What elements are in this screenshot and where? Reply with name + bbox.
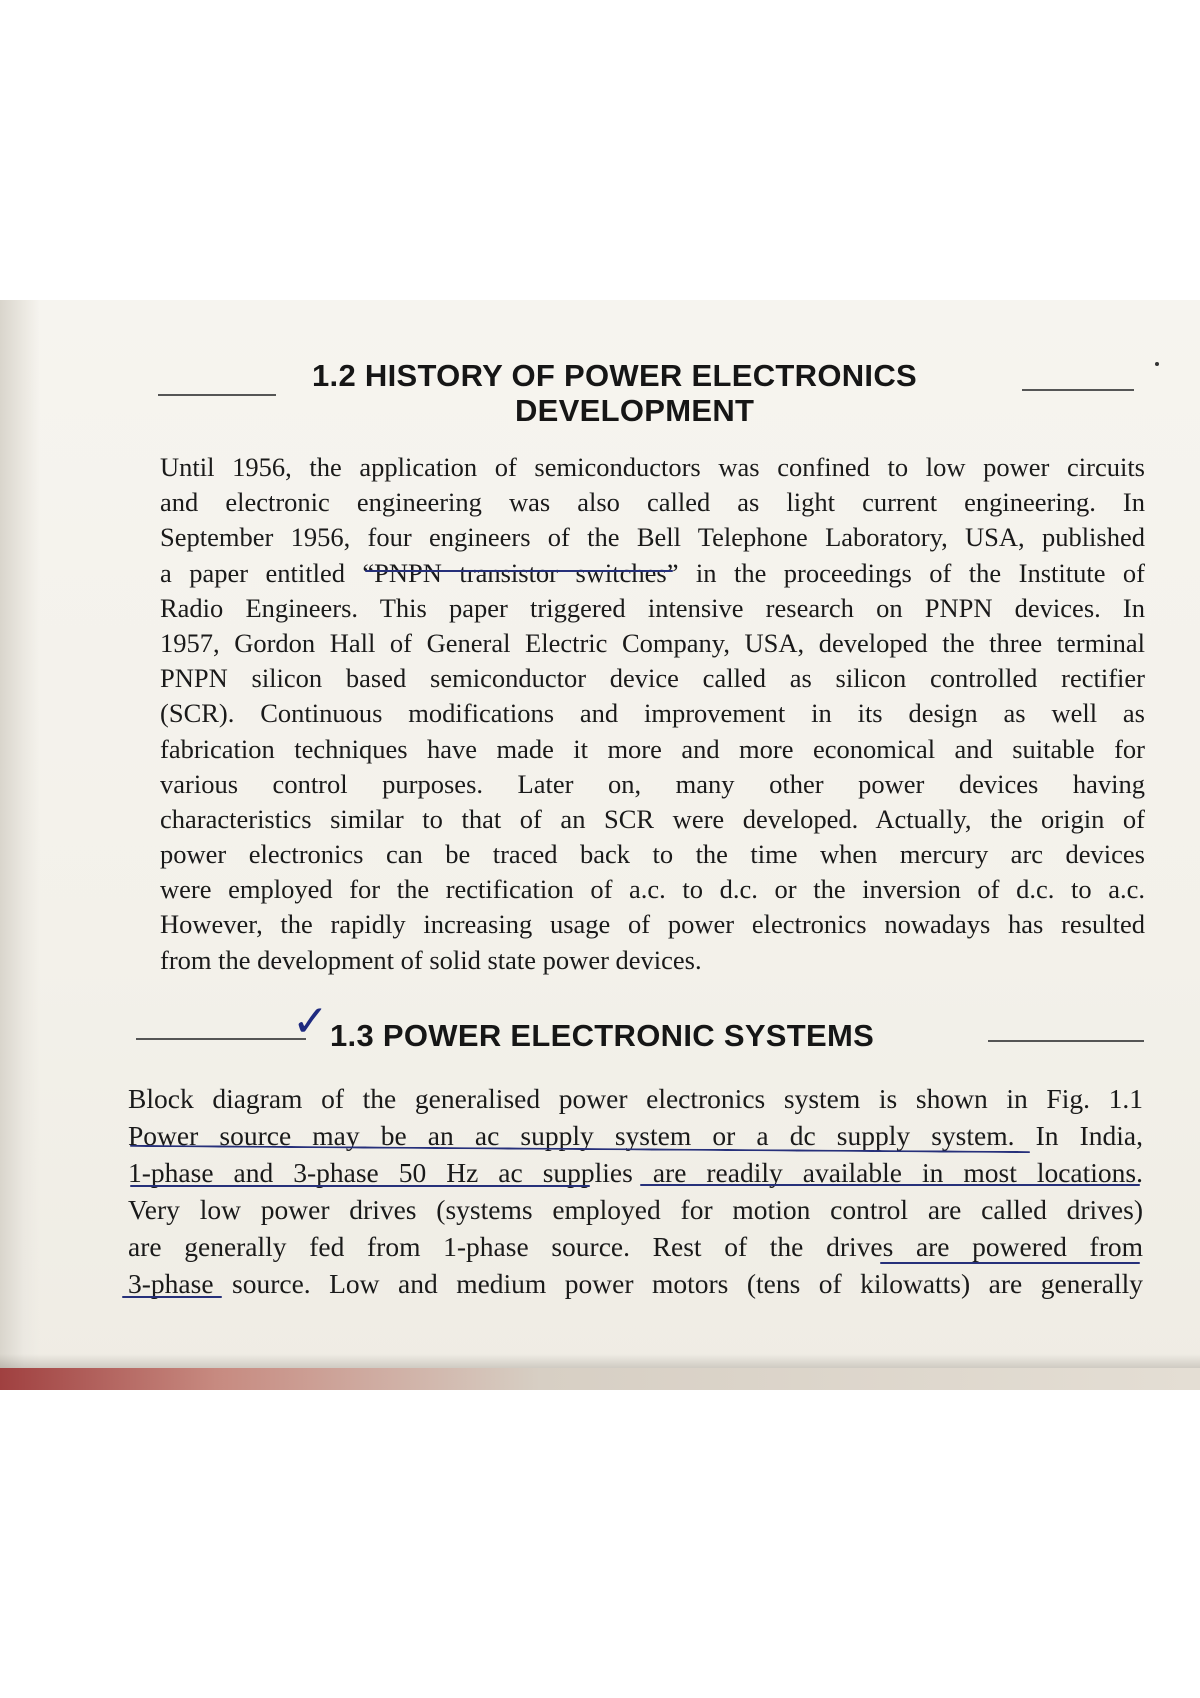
section-1-2-paragraph [160, 450, 1145, 978]
paragraph-line: 1-phase and 3-phase 50 Hz ac supplies are readily available in most locations. [128, 1157, 1143, 1188]
pen-underline [880, 1262, 1140, 1264]
paragraph-line: Very low power drives (systems employed for motion control are called drives) [128, 1194, 1143, 1225]
scanned-page [0, 300, 1200, 1390]
paragraph-line: Power source may be an ac supply system or a dc supply system. In India, [128, 1120, 1143, 1151]
paragraph-line: Until 1956, the application of semiconductors was confined to low power circuits [160, 452, 1145, 482]
paragraph-line: September 1956, four engineers of the Bell Telephone Laboratory, USA, published [160, 522, 1145, 553]
page-fold-shadow [0, 1354, 1200, 1368]
pen-underline [640, 1184, 1140, 1186]
paragraph-line: and electronic engineering was also called as light current engineering. In [160, 487, 1145, 518]
paragraph-line: a paper entitled “PNPN transistor switches” in the proceedings of the Institute of [160, 557, 1145, 588]
table-surface-strip [0, 1368, 1200, 1390]
section-1-3-heading: 1.3 POWER ELECTRONIC SYSTEMS [330, 1018, 875, 1053]
heading-rule-left [136, 1038, 306, 1040]
pen-underline [365, 570, 673, 572]
heading-rule-left [158, 394, 276, 396]
pen-underline [122, 1296, 222, 1298]
paragraph-line: fabrication techniques have made it more and more economical and suitable for [160, 733, 1145, 764]
pen-underline [130, 1185, 590, 1187]
paragraph-line: are generally fed from 1-phase source. Rest of the drives are powered from [128, 1231, 1143, 1262]
handwritten-check-icon: ✓ [292, 996, 329, 1047]
paragraph-line: from the development of solid state power devices. [160, 944, 702, 975]
paragraph-line: power electronics can be traced back to the time when mercury arc devices [160, 839, 1145, 870]
page-mark [1155, 362, 1159, 366]
paragraph-line: 3-phase source. Low and medium power motors (tens of kilowatts) are generally [128, 1268, 1143, 1299]
paragraph-line: were employed for the rectification of a.c. to d.c. or the inversion of d.c. to a.c. [160, 874, 1145, 905]
paragraph-line: PNPN silicon based semiconductor device called as silicon controlled rectifier [160, 663, 1145, 694]
paragraph-line: However, the rapidly increasing usage of power electronics nowadays has resulted [160, 909, 1145, 940]
paragraph-line: various control purposes. Later on, many other power devices having [160, 768, 1145, 799]
paragraph-line: (SCR). Continuous modifications and improvement in its design as well as [160, 698, 1145, 729]
paragraph-line: Block diagram of the generalised power electronics system is shown in Fig. 1.1 [128, 1083, 1143, 1114]
section-1-3-paragraph [128, 1080, 1143, 1302]
heading-rule-right [988, 1040, 1144, 1042]
section-1-2-heading-line1: 1.2 HISTORY OF POWER ELECTRONICS [312, 358, 918, 393]
section-1-2-heading-line2: DEVELOPMENT [515, 393, 755, 428]
paragraph-line: Radio Engineers. This paper triggered intensive research on PNPN devices. In [160, 592, 1145, 623]
paragraph-line: characteristics similar to that of an SCR were developed. Actually, the origin of [160, 803, 1145, 834]
page-binding-shadow [0, 300, 40, 1390]
heading-rule-right [1022, 389, 1134, 391]
paragraph-line: 1957, Gordon Hall of General Electric Company, USA, developed the three terminal [160, 627, 1145, 658]
